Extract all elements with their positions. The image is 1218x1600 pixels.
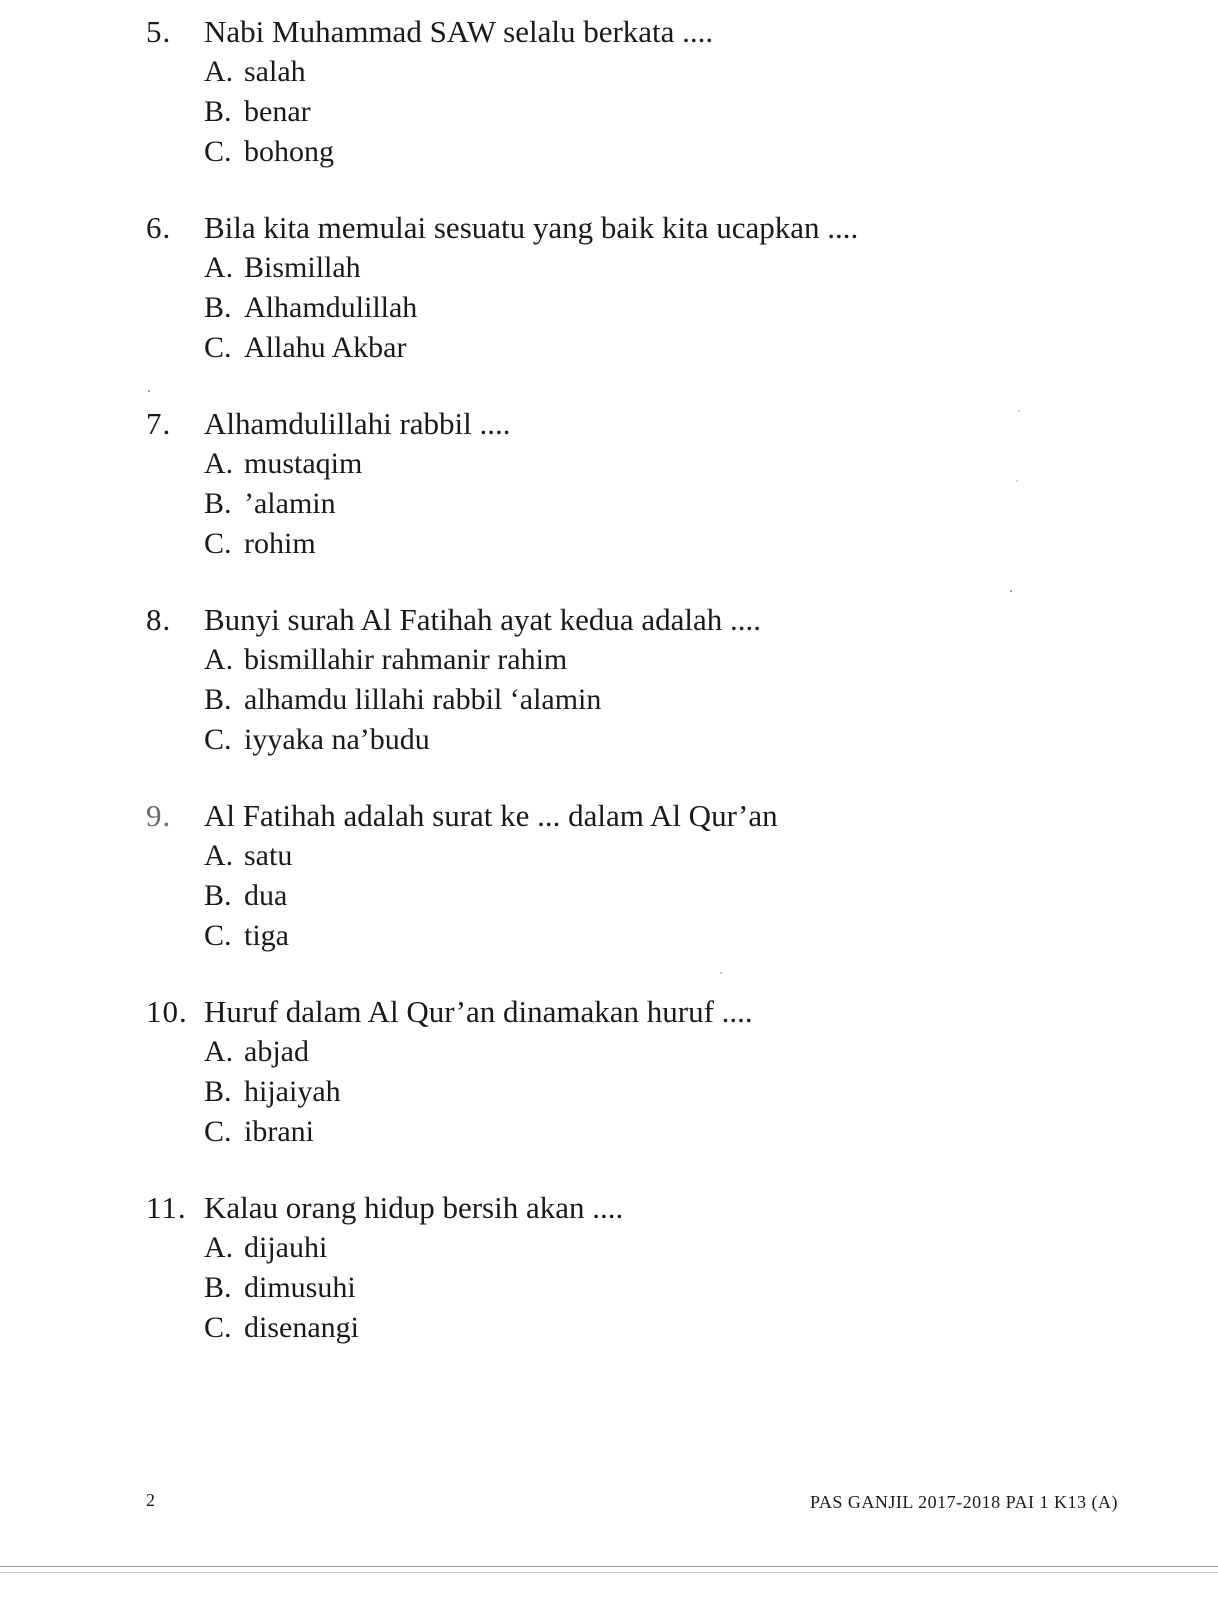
question-stem <box>146 992 1146 1032</box>
option-text: salah <box>244 55 306 88</box>
question-text: Kalau orang hidup bersih akan .... <box>204 1190 624 1225</box>
question-stem <box>146 1188 1146 1228</box>
option-b <box>146 680 1146 720</box>
option-letter: A. <box>204 1035 234 1068</box>
option-letter: A. <box>204 839 234 872</box>
option-letter: B. <box>204 291 232 324</box>
option-text: bismillahir rahmanir rahim <box>244 643 568 676</box>
question-number: 11. <box>146 1190 187 1225</box>
option-c <box>146 132 1146 172</box>
option-letter: B. <box>204 683 232 716</box>
option-letter: C. <box>204 1115 232 1148</box>
option-letter: A. <box>204 1231 234 1264</box>
option-letter: A. <box>204 447 234 480</box>
option-c <box>146 1308 1146 1348</box>
option-letter: C. <box>204 919 232 952</box>
option-text: benar <box>244 95 311 128</box>
option-text: satu <box>244 839 293 872</box>
question-number: 6. <box>146 210 172 245</box>
question-stem <box>146 208 1146 248</box>
option-b <box>146 876 1146 916</box>
option-c <box>146 1112 1146 1152</box>
option-text: tiga <box>244 919 289 952</box>
option-c <box>146 720 1146 760</box>
question-stem <box>146 796 1146 836</box>
question-6 <box>146 208 1146 368</box>
option-c <box>146 916 1146 956</box>
option-b <box>146 484 1146 524</box>
question-text: Bila kita memulai sesuatu yang baik kita ucapkan .... <box>204 210 859 245</box>
option-a <box>146 248 1146 288</box>
option-text: Alhamdulillah <box>244 291 418 324</box>
question-number: 7. <box>146 406 172 441</box>
option-letter: A. <box>204 251 234 284</box>
option-text: dijauhi <box>244 1231 328 1264</box>
option-letter: C. <box>204 135 232 168</box>
option-a <box>146 836 1146 876</box>
scan-edge-line <box>0 1566 1218 1567</box>
option-a <box>146 52 1146 92</box>
question-stem <box>146 12 1146 52</box>
option-c <box>146 524 1146 564</box>
option-text: dua <box>244 879 288 912</box>
option-text: bohong <box>244 135 334 168</box>
question-stem <box>146 404 1146 444</box>
option-text: ’alamin <box>244 487 336 520</box>
option-text: abjad <box>244 1035 309 1068</box>
page-number: 2 <box>146 1490 155 1510</box>
option-text: Bismillah <box>244 251 361 284</box>
option-letter: B. <box>204 1075 232 1108</box>
option-text: iyyaka na’budu <box>244 723 430 756</box>
option-text: hijaiyah <box>244 1075 341 1108</box>
question-number: 9. <box>146 798 172 833</box>
option-letter: B. <box>204 879 232 912</box>
option-b <box>146 1072 1146 1112</box>
scan-speck <box>1018 410 1020 412</box>
option-a <box>146 1032 1146 1072</box>
option-letter: A. <box>204 55 234 88</box>
scan-speck <box>148 390 150 392</box>
question-stem <box>146 600 1146 640</box>
question-text: Nabi Muhammad SAW selalu berkata .... <box>204 14 714 49</box>
question-11 <box>146 1188 1146 1348</box>
option-b <box>146 288 1146 328</box>
option-a <box>146 444 1146 484</box>
option-letter: B. <box>204 95 232 128</box>
option-text: ibrani <box>244 1115 314 1148</box>
option-letter: A. <box>204 643 234 676</box>
option-b <box>146 92 1146 132</box>
question-text: Bunyi surah Al Fatihah ayat kedua adalah .... <box>204 602 762 637</box>
exam-code: PAS GANJIL 2017-2018 PAI 1 K13 (A) <box>809 1492 1118 1512</box>
question-number: 8. <box>146 602 172 637</box>
scan-speck <box>1016 480 1018 482</box>
scan-speck <box>720 972 722 974</box>
option-a <box>146 1228 1146 1268</box>
question-number: 10. <box>146 994 188 1029</box>
question-text: Huruf dalam Al Qur’an dinamakan huruf .... <box>204 994 753 1029</box>
option-a <box>146 640 1146 680</box>
option-letter: C. <box>204 331 232 364</box>
scan-edge-line <box>0 1572 1218 1573</box>
option-text: alhamdu lillahi rabbil ‘alamin <box>244 683 602 716</box>
question-7 <box>146 404 1146 564</box>
option-text: Allahu Akbar <box>244 331 407 364</box>
question-10 <box>146 992 1146 1152</box>
question-5 <box>146 12 1146 172</box>
question-text: Al Fatihah adalah surat ke ... dalam Al Qur’an <box>204 798 778 833</box>
option-letter: B. <box>204 487 232 520</box>
option-letter: B. <box>204 1271 232 1304</box>
option-text: dimusuhi <box>244 1271 356 1304</box>
question-8 <box>146 600 1146 760</box>
option-text: rohim <box>244 527 316 560</box>
scan-speck <box>1010 590 1012 592</box>
question-text: Alhamdulillahi rabbil .... <box>204 406 511 441</box>
option-letter: C. <box>204 723 232 756</box>
option-letter: C. <box>204 527 232 560</box>
question-number: 5. <box>146 14 172 49</box>
question-9 <box>146 796 1146 956</box>
option-text: disenangi <box>244 1311 359 1344</box>
option-letter: C. <box>204 1311 232 1344</box>
option-c <box>146 328 1146 368</box>
option-b <box>146 1268 1146 1308</box>
option-text: mustaqim <box>244 447 363 480</box>
